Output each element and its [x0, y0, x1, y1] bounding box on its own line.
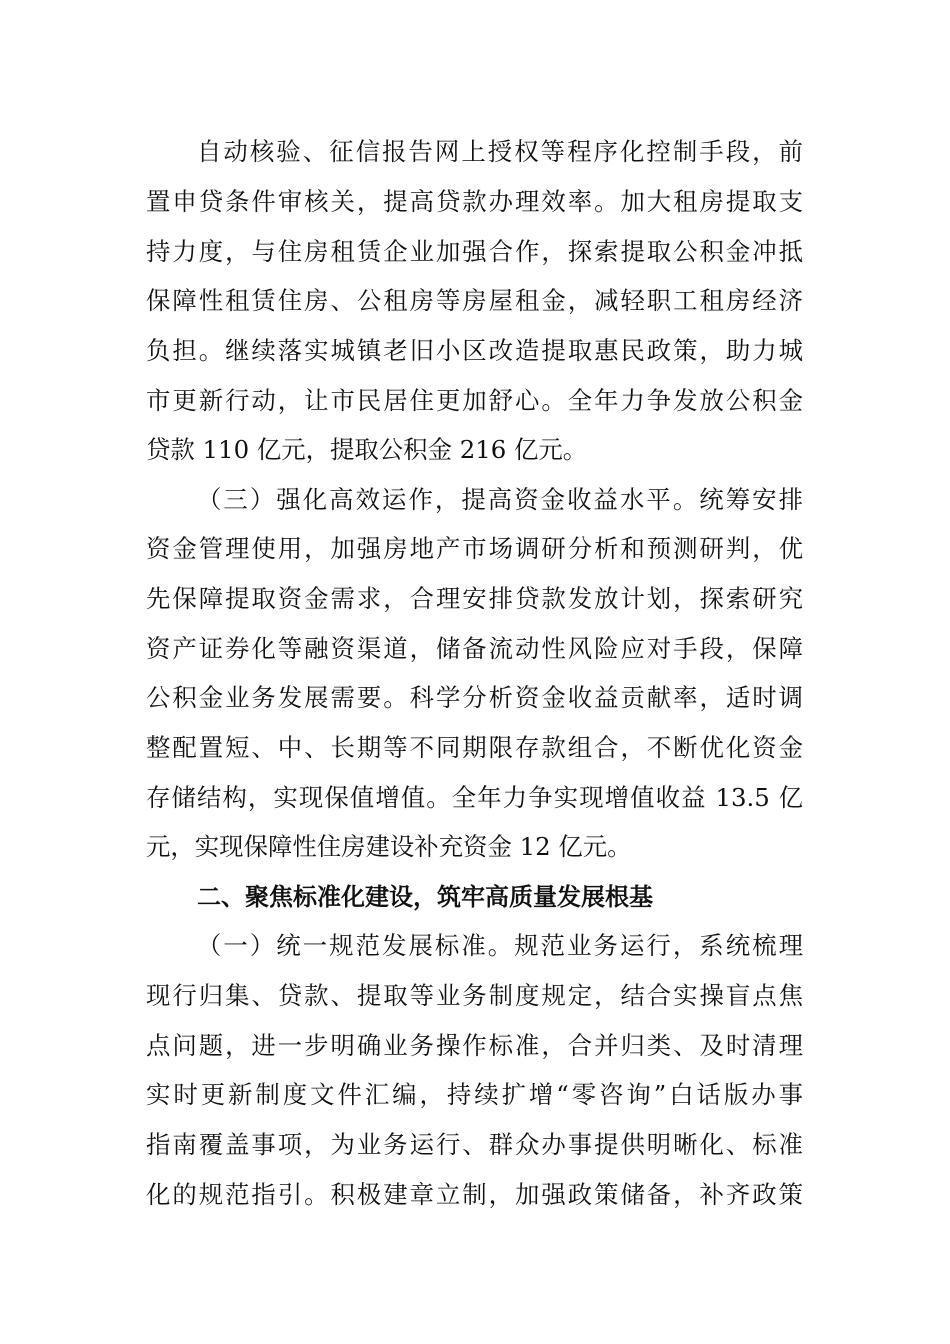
- paragraph-line: 市更新行动，让市民居住更加舒心。全年力争发放公积金: [146, 386, 803, 415]
- paragraph-line: 指南覆盖事项，为业务运行、群众办事提供明晰化、标准: [146, 1130, 803, 1159]
- paragraph-line: 整配置短、中、长期等不同期限存款组合，不断优化资金: [146, 733, 803, 762]
- paragraph-line: 存储结构，实现保值增值。全年力争实现增值收益 13.5 亿: [146, 783, 803, 812]
- paragraph-line: 置申贷条件审核关，提高贷款办理效率。加大租房提取支: [146, 187, 803, 216]
- paragraph-line: （一）统一规范发展标准。规范业务运行，系统梳理: [197, 931, 803, 960]
- paragraph-line: 自动核验、征信报告网上授权等程序化控制手段，前: [197, 137, 803, 166]
- paragraph-line: 元，实现保障性住房建设补充资金 12 亿元。: [146, 832, 632, 861]
- paragraph-line: 贷款 110 亿元，提取公积金 216 亿元。: [146, 435, 588, 464]
- paragraph-line: 公积金业务发展需要。科学分析资金收益贡献率，适时调: [146, 683, 803, 712]
- section-heading: 二、聚焦标准化建设，筑牢高质量发展根基: [197, 883, 653, 911]
- paragraph-line: 资产证券化等融资渠道，储备流动性风险应对手段，保障: [146, 634, 803, 663]
- paragraph-line: 保障性租赁住房、公租房等房屋租金，减轻职工租房经济: [146, 286, 803, 315]
- paragraph-line: （三）强化高效运作，提高资金收益水平。统筹安排: [197, 485, 803, 514]
- paragraph-line: 资金管理使用，加强房地产市场调研分析和预测研判，优: [146, 534, 803, 563]
- paragraph-line: 持力度，与住房租赁企业加强合作，探索提取公积金冲抵: [146, 237, 803, 266]
- paragraph-line: 点问题，进一步明确业务操作标准，合并归类、及时清理: [146, 1031, 803, 1060]
- paragraph-line: 现行归集、贷款、提取等业务制度规定，结合实操盲点焦: [146, 981, 803, 1010]
- paragraph-line: 先保障提取资金需求，合理安排贷款发放计划，探索研究: [146, 584, 803, 613]
- paragraph-line: 负担。继续落实城镇老旧小区改造提取惠民政策，助力城: [146, 336, 803, 365]
- paragraph-line: 化的规范指引。积极建章立制，加强政策储备，补齐政策: [146, 1180, 803, 1209]
- paragraph-line: 实时更新制度文件汇编，持续扩增“零咨询”白话版办事: [146, 1080, 803, 1109]
